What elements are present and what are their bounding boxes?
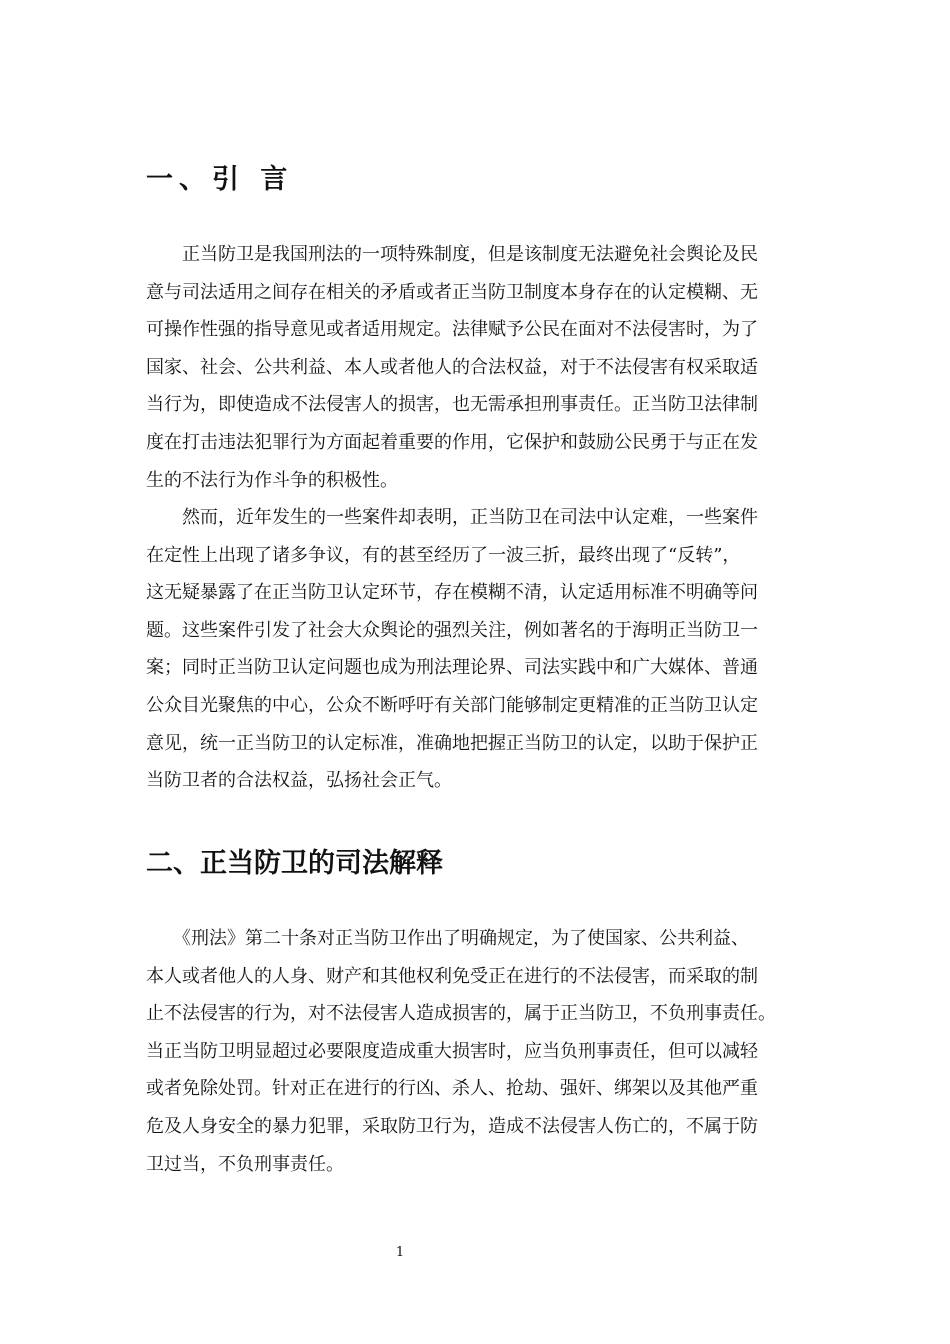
text-line: 正当防卫是我国刑法的一项特殊制度，但是该制度无法避免社会舆论及民 xyxy=(146,244,758,265)
text-line: 然而，近年发生的一些案件却表明，正当防卫在司法中认定难，一些案件 xyxy=(146,507,758,528)
text-line: 度在打击违法犯罪行为方面起着重要的作用，它保护和鼓励公民勇于与正在发 xyxy=(146,431,758,453)
text-line: 在定性上出现了诸多争议，有的甚至经历了一波三折，最终出现了“反转”， xyxy=(146,544,741,566)
paragraph-3 xyxy=(146,920,816,1183)
text-line: 当正当防卫明显超过必要限度造成重大损害时，应当负刑事责任，但可以减轻 xyxy=(146,1040,758,1062)
section-heading-judicial-interpretation: 二、正当防卫的司法解释 xyxy=(146,848,443,879)
text-line: 当行为，即使造成不法侵害人的损害，也无需承担刑事责任。正当防卫法律制 xyxy=(146,394,758,416)
text-line: 案；同时正当防卫认定问题也成为刑法理论界、司法实践中和广大媒体、普通 xyxy=(146,657,758,679)
text-line: 本人或者他人的人身、财产和其他权利免受正在进行的不法侵害，而采取的制 xyxy=(146,965,758,987)
text-line: 意见，统一正当防卫的认定标准，准确地把握正当防卫的认定，以助于保护正 xyxy=(146,732,758,754)
text-line: 这无疑暴露了在正当防卫认定环节，存在模糊不清，认定适用标准不明确等问 xyxy=(146,582,758,604)
text-line: 国家、社会、公共利益、本人或者他人的合法权益，对于不法侵害有权采取适 xyxy=(146,356,758,378)
section-heading-introduction: 一、引 言 xyxy=(146,164,294,195)
text-line: 当防卫者的合法权益，弘扬社会正气。 xyxy=(146,770,452,792)
text-line: 《刑法》第二十条对正当防卫作出了明确规定，为了使国家、公共利益、 xyxy=(146,928,749,949)
paragraph-2 xyxy=(146,499,816,800)
text-line: 公众目光聚焦的中心，公众不断呼吁有关部门能够制定更精准的正当防卫认定 xyxy=(146,694,758,716)
paragraph-1 xyxy=(146,236,816,499)
text-line: 可操作性强的指导意见或者适用规定。法律赋予公民在面对不法侵害时，为了 xyxy=(146,319,758,341)
text-line: 生的不法行为作斗争的积极性。 xyxy=(146,469,398,491)
text-line: 意与司法适用之间存在相关的矛盾或者正当防卫制度本身存在的认定模糊、无 xyxy=(146,281,758,303)
text-line: 危及人身安全的暴力犯罪，采取防卫行为，造成不法侵害人伤亡的，不属于防 xyxy=(146,1115,758,1137)
text-line: 或者免除处罚。针对正在进行的行凶、杀人、抢劫、强奸、绑架以及其他严重 xyxy=(146,1078,758,1100)
text-line: 题。这些案件引发了社会大众舆论的强烈关注，例如著名的于海明正当防卫一 xyxy=(146,619,758,641)
page-number: 1 xyxy=(395,1245,405,1260)
text-line: 止不法侵害的行为，对不法侵害人造成损害的，属于正当防卫，不负刑事责任。 xyxy=(146,1003,776,1025)
text-line: 卫过当，不负刑事责任。 xyxy=(146,1153,344,1175)
